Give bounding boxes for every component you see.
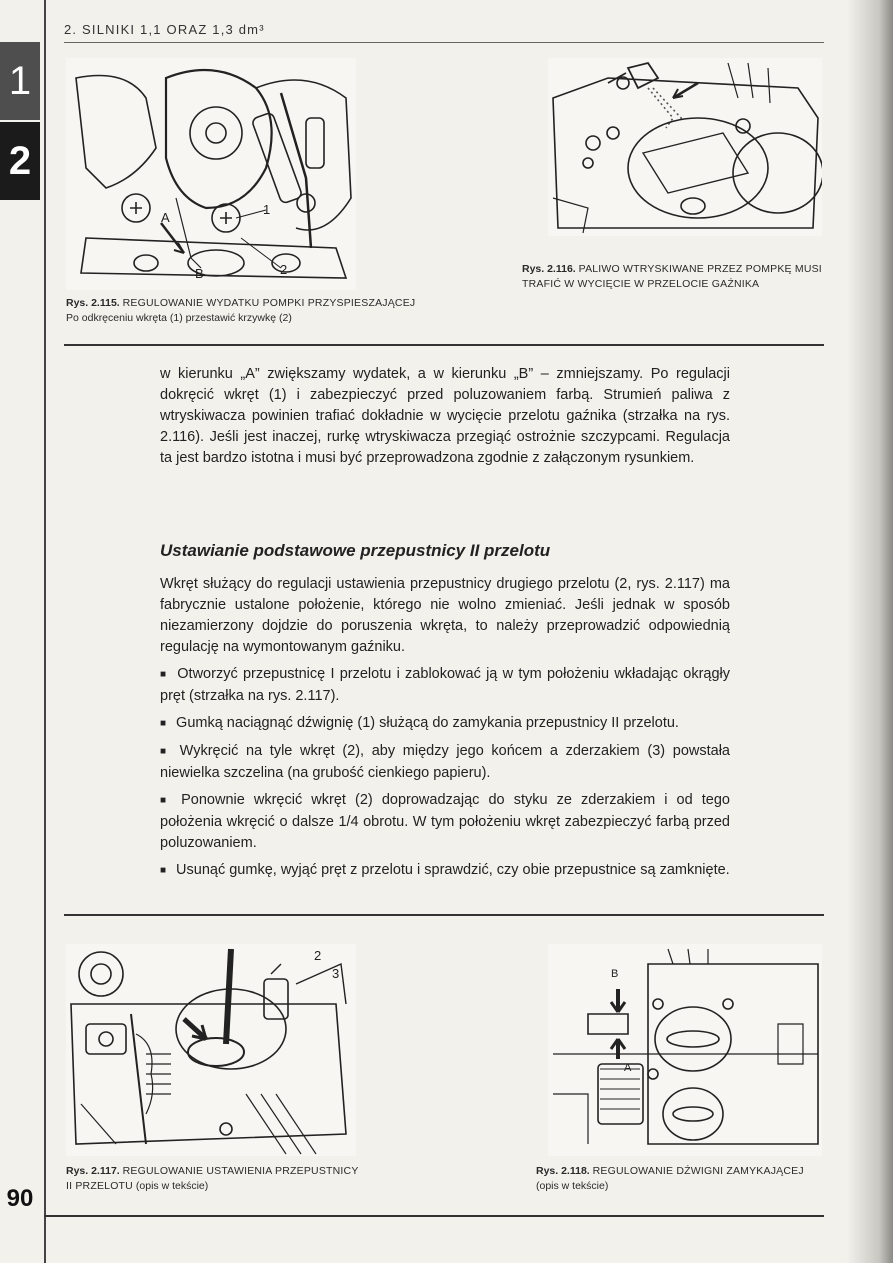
section-heading: Ustawianie podstawowe przepustnicy II przelotu xyxy=(160,541,551,560)
instruction-step-5: ■ Usunąć gumkę, wyjąć pręt z przelotu i sprawdzić, czy obie przepustnice są zamknięte. xyxy=(160,860,730,882)
chapter-tab-1: 1 xyxy=(0,42,40,120)
figure-2-115-title: REGULOWANIE WYDATKU POMPKI PRZYSPIESZAJĄCEJ xyxy=(122,297,416,309)
figure-2-116-title-line-1: PALIWO WTRYSKIWANE PRZEZ POMPKĘ MUSI xyxy=(578,263,822,275)
figure-2-118-caption xyxy=(536,1164,826,1194)
figure-2-118-illustration xyxy=(548,944,822,1156)
intro-text xyxy=(160,364,730,475)
figure-2-117-subtitle: (opis w tekście) xyxy=(135,1180,209,1192)
figure-2-115-caption xyxy=(66,296,446,326)
header-rule xyxy=(64,42,824,43)
figure-2-116-caption xyxy=(522,262,822,292)
section-body xyxy=(160,574,730,888)
figure-2-118-label-b: B xyxy=(611,968,619,980)
footer-rule xyxy=(44,1215,824,1217)
figure-2-117-label-2: 2 xyxy=(314,948,322,963)
figure-2-118-subtitle: (opis w tekście) xyxy=(536,1180,609,1192)
figure-2-117-caption xyxy=(66,1164,386,1194)
figure-2-116-illustration xyxy=(548,58,822,236)
instruction-step-4: ■ Ponownie wkręcić wkręt (2) doprowadzając do styku ze zderzakiem i od tego położenia wkręcić o dalsze 1/4 obrotu. W tym położeniu wkręt zabezpieczyć farbą przed poluzowaniem. xyxy=(160,790,730,854)
figure-2-118-number: Rys. 2.118. xyxy=(536,1165,590,1177)
running-head: 2. SILNIKI 1,1 ORAZ 1,3 dm³ xyxy=(64,22,265,37)
figure-2-115-number: Rys. 2.115. xyxy=(66,297,120,309)
figure-2-117-title-line-2: II PRZELOTU xyxy=(66,1180,133,1192)
instruction-step-1: ■ Otworzyć przepustnicę I przelotu i zablokować ją w tym położeniu wkładając okrągły pręt (strzałka na rys. 2.117). xyxy=(160,664,730,707)
instruction-step-3: ■ Wykręcić na tyle wkręt (2), aby między jego końcem a zderzakiem (3) powstała niewielka szczelina (na grubość cienkiego papieru). xyxy=(160,741,730,784)
figure-2-115-illustration xyxy=(66,58,356,290)
section-rule-bottom xyxy=(64,914,824,916)
figure-2-117-title-line-1: REGULOWANIE USTAWIENIA PRZEPUSTNICY xyxy=(122,1165,359,1177)
page-edge-shadow xyxy=(847,0,893,1263)
chapter-tab-2: 2 xyxy=(0,122,40,200)
figure-2-115-label-b: B xyxy=(195,266,204,281)
figure-2-115-label-2: 2 xyxy=(280,262,288,277)
figure-2-117-illustration xyxy=(66,944,356,1156)
page-number: 90 xyxy=(6,1185,34,1212)
figure-2-117-number: Rys. 2.117. xyxy=(66,1165,120,1177)
figure-2-118-label-a: A xyxy=(624,1062,632,1074)
figure-2-118-title: REGULOWANIE DŹWIGNI ZAMYKAJĄCEJ xyxy=(592,1165,804,1177)
left-margin-rule xyxy=(44,0,46,1263)
intro-paragraph: w kierunku „A” zwiększamy wydatek, a w kierunku „B” – zmniejszamy. Po regulacji dokręcić wkręt (1) i zabezpieczyć przed poluzowaniem farbą. Strumień paliwa z wtryskiwacza powinien trafiać dokładnie w wycięcie przelotu gaźnika (strzałka na rys. 2.116). Jeśli jest inaczej, rurkę wtryskiwacza przegiąć ostrożnie szczypcami. Regulacja ta jest bardzo istotna i musi być przeprowadzona zgodnie z załączonym rysunkiem. xyxy=(160,366,730,466)
section-rule-top xyxy=(64,344,824,346)
section-paragraph: Wkręt służący do regulacji ustawienia przepustnicy drugiego przelotu (2, rys. 2.117) ma fabrycznie ustalone położenie, którego nie wolno zmieniać. Jeśli jednak w sposób niezamierzony dojdzie do poruszenia wkręta, to należy przeprowadzić odpowiednią regulację na wymontowanym gaźniku. xyxy=(160,576,730,655)
figure-2-115-label-a: A xyxy=(161,210,170,225)
figure-2-115-subtitle: Po odkręceniu wkręta (1) przestawić krzywkę (2) xyxy=(66,312,292,324)
figure-2-116-number: Rys. 2.116. xyxy=(522,263,576,275)
figure-2-117-label-3: 3 xyxy=(332,966,340,981)
figure-2-116-title-line-2: TRAFIĆ W WYCIĘCIE W PRZELOCIE GAŹNIKA xyxy=(522,278,760,290)
instruction-step-2: ■ Gumką naciągnąć dźwignię (1) służącą do zamykania przepustnicy II przelotu. xyxy=(160,713,730,735)
figure-2-115-label-1: 1 xyxy=(263,202,271,217)
